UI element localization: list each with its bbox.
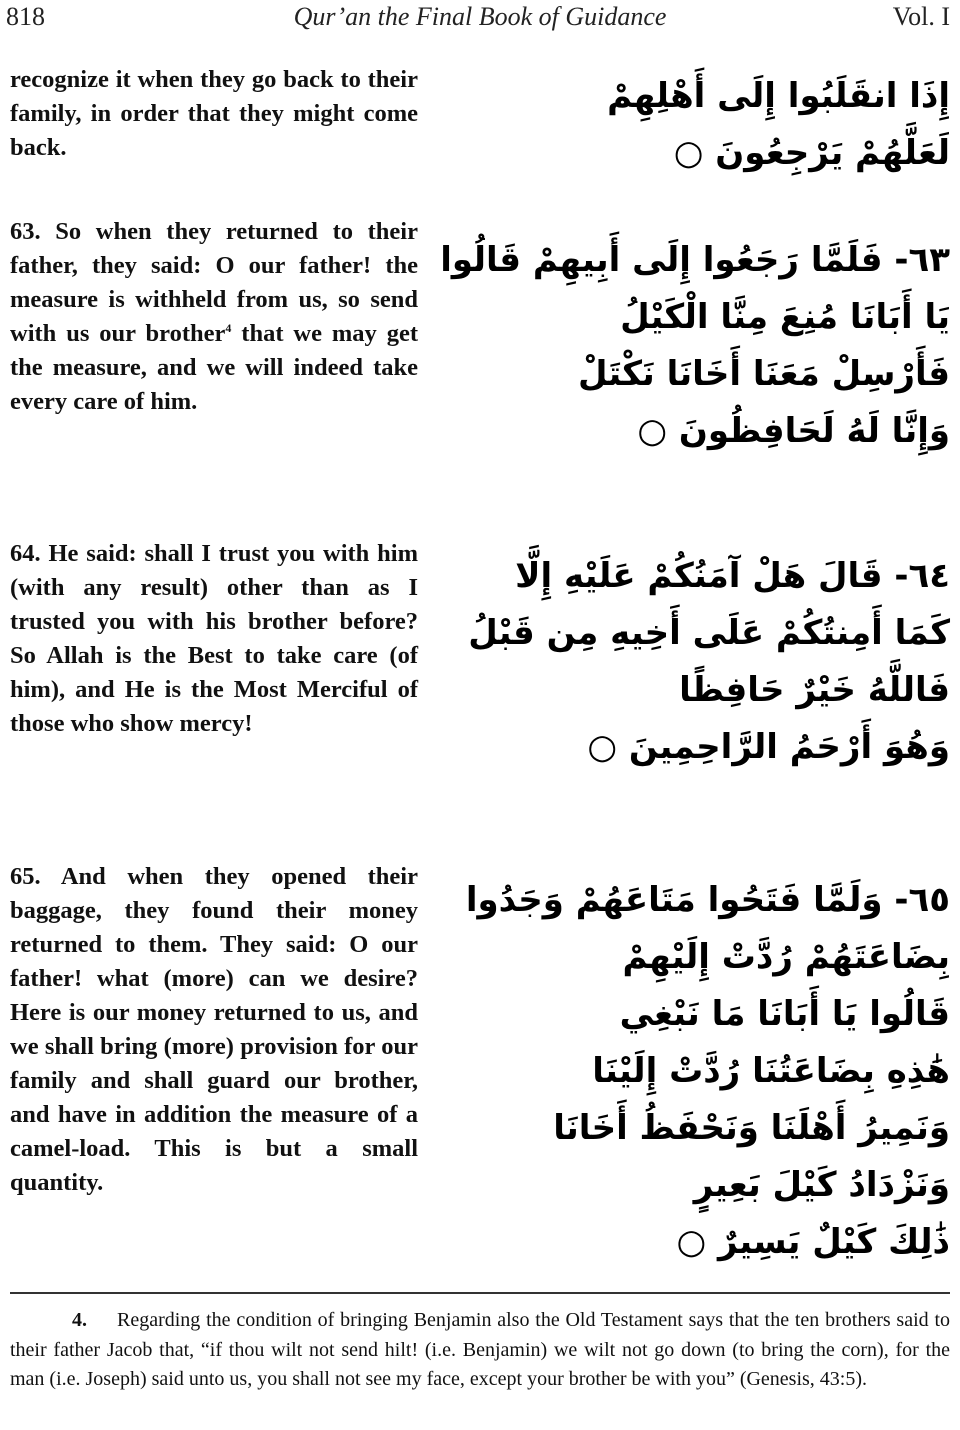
verse-63-arabic xyxy=(440,232,950,460)
arabic-line: يَا أَبَانَا مُنِعَ مِنَّا الْكَيْلُ xyxy=(620,297,950,337)
arabic-line: فَأَرْسِلْ مَعَنَا أَخَانَا نَكْتَلْ xyxy=(577,354,950,394)
arabic-line: فَاللَّهُ خَيْرٌ حَافِظًا xyxy=(679,670,950,710)
footnote-text: Regarding the condition of bringing Benjamin also the Old Testament says that the ten brothers said to their father Jacob that, “if thou wilt not send hilt! (i.e. Benjamin) we wilt not go down (to bring the corn), for the man (i.e. Joseph) said unto us, you shall not see my face, except your brother be with you” (Genesis, 43:5). xyxy=(10,1309,950,1390)
verse-65-english: 65. And when they opened their baggage, they found their money returned to them. They said: O our father! what (more) can we desire? Here is our money returned to us, and we shall bring (more) provision for our family and shall guard our brother, and have in addition the measure of a camel-load. This is but a small quantity. xyxy=(10,863,418,1196)
verse-64-english: 64. He said: shall I trust you with him (with any result) other than as I trusted you with his brother before? So Allah is the Best to take care (of him), and He is the Most Merciful of those who show mercy! xyxy=(10,540,418,737)
verse-62-arabic xyxy=(570,68,950,182)
arabic-line: بِضَاعَتَهُمْ رُدَّتْ إِلَيْهِمْ xyxy=(622,937,950,977)
footnote-4 xyxy=(10,1306,950,1395)
verse-62-english: recognize it when they go back to their family, in order that they might come back. xyxy=(10,66,418,161)
arabic-line: وَنَزْدَادُ كَيْلَ بَعِيرٍ xyxy=(693,1165,950,1205)
arabic-line: ٦٥- وَلَمَّا فَتَحُوا مَتَاعَهُمْ وَجَدُوا xyxy=(465,880,950,920)
arabic-line: هَٰذِهِ بِضَاعَتُنَا رُدَّتْ إِلَيْنَا xyxy=(592,1051,950,1091)
arabic-line: ٦٣- فَلَمَّا رَجَعُوا إِلَى أَبِيهِمْ قَالُوا xyxy=(440,240,950,280)
arabic-line: كَمَا أَمِنتُكُمْ عَلَى أَخِيهِ مِن قَبْلُ xyxy=(468,613,950,653)
arabic-line: قَالُوا يَا أَبَانَا مَا نَبْغِي xyxy=(619,994,950,1034)
footnote-number: 4. xyxy=(72,1309,87,1331)
arabic-line: ٦٤- قَالَ هَلْ آمَنُكُمْ عَلَيْهِ إِلَّا xyxy=(515,556,950,596)
footnote-divider xyxy=(10,1292,950,1294)
verse-63-text-b: that we may get the measure, and we will indeed take every care of him. xyxy=(10,320,418,415)
footnote-ref: 4 xyxy=(225,320,232,335)
verse-64-arabic xyxy=(468,548,950,776)
arabic-line: وَإِنَّا لَهُ لَحَافِظُونَ ○ xyxy=(637,411,950,451)
verse-63-text-a: 63. So when they returned to their father, they said: O our father! the measure is withheld from us, so send with us our brother xyxy=(10,218,418,347)
running-title: Qur’an the Final Book of Guidance xyxy=(293,2,667,31)
arabic-line: ذَٰلِكَ كَيْلٌ يَسِيرٌ ○ xyxy=(676,1222,950,1262)
arabic-line: لَعَلَّهُمْ يَرْجِعُونَ ○ xyxy=(673,133,950,173)
arabic-line: إِذَا انقَلَبُوا إِلَى أَهْلِهِمْ xyxy=(607,76,950,116)
verse-63-english xyxy=(10,215,418,419)
arabic-line: وَهُوَ أَرْحَمُ الرَّاحِمِينَ ○ xyxy=(587,727,950,767)
page-header xyxy=(0,0,960,40)
arabic-line: وَنَمِيرُ أَهْلَنَا وَنَحْفَظُ أَخَانَا xyxy=(553,1108,950,1148)
verse-65-arabic xyxy=(465,872,950,1271)
volume-label: Vol. I xyxy=(892,2,950,31)
page-number: 818 xyxy=(6,2,45,31)
